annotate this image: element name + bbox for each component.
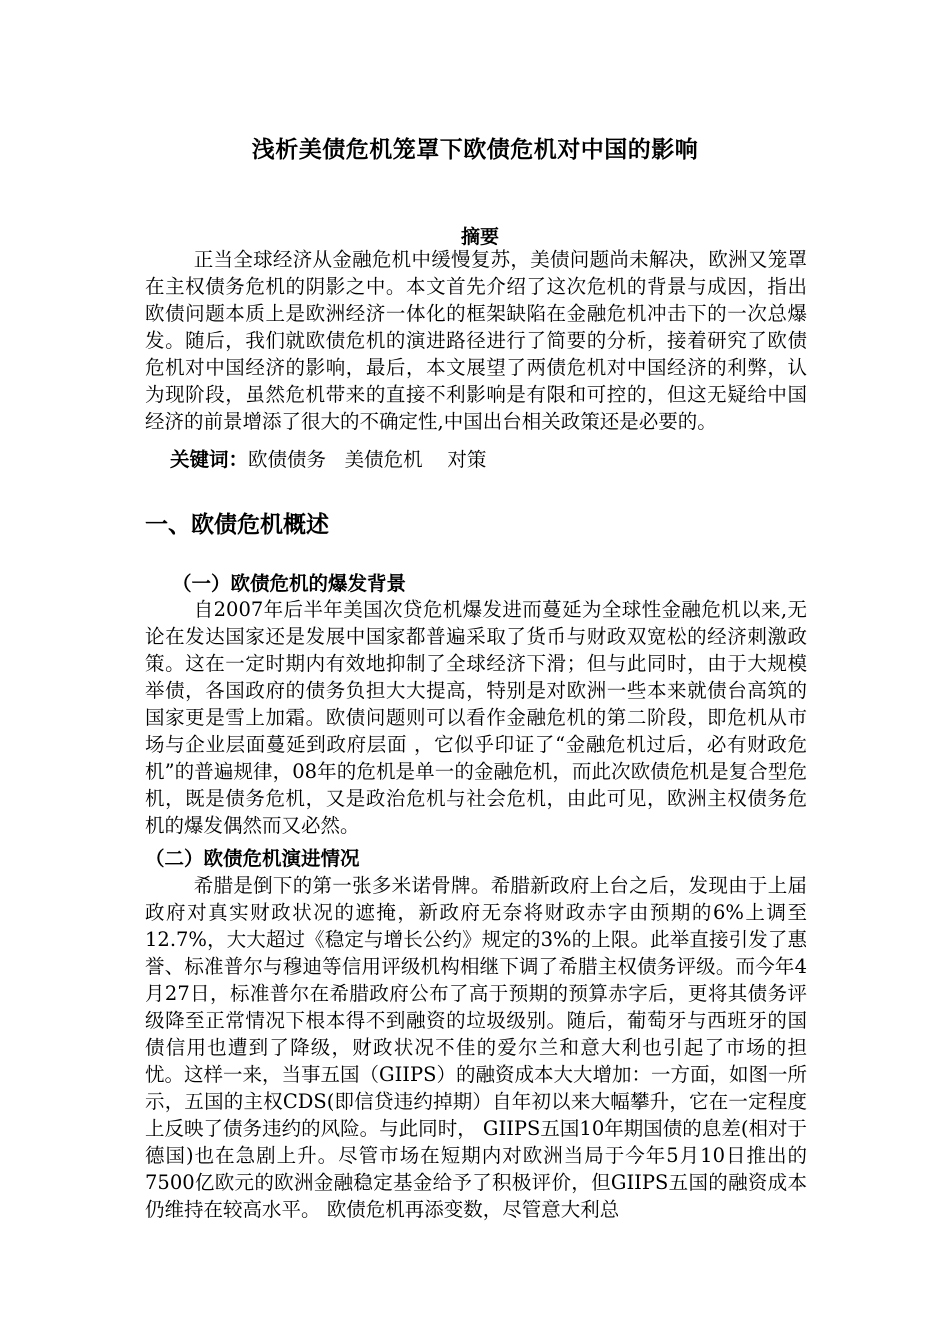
evolution-block <box>145 872 807 1223</box>
abstract-heading: 摘要 <box>460 226 499 248</box>
section-heading-overview: 一、欧债危机概述 <box>145 512 329 538</box>
subsection-heading-evolution: （二）欧债危机演进情况 <box>145 847 360 870</box>
keywords-line <box>170 446 486 474</box>
background-block <box>145 596 807 839</box>
abstract-block <box>145 246 807 435</box>
keywords-items: 欧债债务 美债危机 对策 <box>248 448 487 471</box>
subsection-heading-background: （一）欧债危机的爆发背景 <box>172 572 407 595</box>
document-title: 浅析美债危机笼罩下欧债危机对中国的影响 <box>251 137 699 163</box>
evolution-paragraph: 希腊是倒下的第一张多米诺骨牌。希腊新政府上台之后，发现由于上届政府对真实财政状况的遮掩，新政府无奈将财政赤字由预期的6%上调至12.7%，大大超过《稳定与增长公约》规定的3%的上限。此举直接引发了惠誉、标准普尔与穆迪等信用评级机构相继下调了希腊主权债务评级。而今年4月27日，标准普尔在希腊政府公布了高于预期的预算赤字后，更将其债务评级降至正常情况下根本得不到融资的垃圾级别。随后，葡萄牙与西班牙的国债信用也遭到了降级，财政状况不佳的爱尔兰和意大利也引起了市场的担忧。这样一来，当事五国（GIIPS）的融资成本大大增加：一方面，如图一所示，五国的主权CDS(即信贷违约掉期）自年初以来大幅攀升，它在一定程度上反映了债务违约的风险。与此同时， GIIPS五国10年期国债的息差(相对于德国)也在急剧上升。尽管市场在短期内对欧洲当局于今年5月10日推出的7500亿欧元的欧洲金融稳定基金给予了积极评价，但GIIPS五国的融资成本仍维持在较高水平。 欧债危机再添变数，尽管意大利总 <box>145 874 807 1221</box>
keywords-label: 关键词： <box>170 448 249 471</box>
abstract-paragraph: 正当全球经济从金融危机中缓慢复苏，美债问题尚未解决，欧洲又笼罩在主权债务危机的阴影之中。本文首先介绍了这次危机的背景与成因，指出欧债问题本质上是欧洲经济一体化的框架缺陷在金融危机冲击下的一次总爆发。随后，我们就欧债危机的演进路径进行了简要的分析，接着研究了欧债危机对中国经济的影响，最后，本文展望了两债危机对中国经济的利弊，认为现阶段，虽然危机带来的直接不利影响是有限和可控的，但这无疑给中国经济的前景增添了很大的不确定性,中国出台相关政策还是必要的。 <box>145 248 807 433</box>
background-paragraph: 自2007年后半年美国次贷危机爆发进而蔓延为全球性金融危机以来,无论在发达国家还是发展中国家都普遍采取了货币与财政双宽松的经济刺激政策。这在一定时期内有效地抑制了全球经济下滑；但与此同时，由于大规模举债，各国政府的债务负担大大提高，特别是对欧洲一些本来就债台高筑的国家更是雪上加霜。欧债问题则可以看作金融危机的第二阶段，即危机从市场与企业层面蔓延到政府层面 ，它似乎印证了“金融危机过后，必有财政危机”的普遍规律，08年的危机是单一的金融危机，而此次欧债危机是复合型危机，既是债务危机，又是政治危机与社会危机，由此可见，欧洲主权债务危机的爆发偶然而又必然。 <box>145 598 807 837</box>
